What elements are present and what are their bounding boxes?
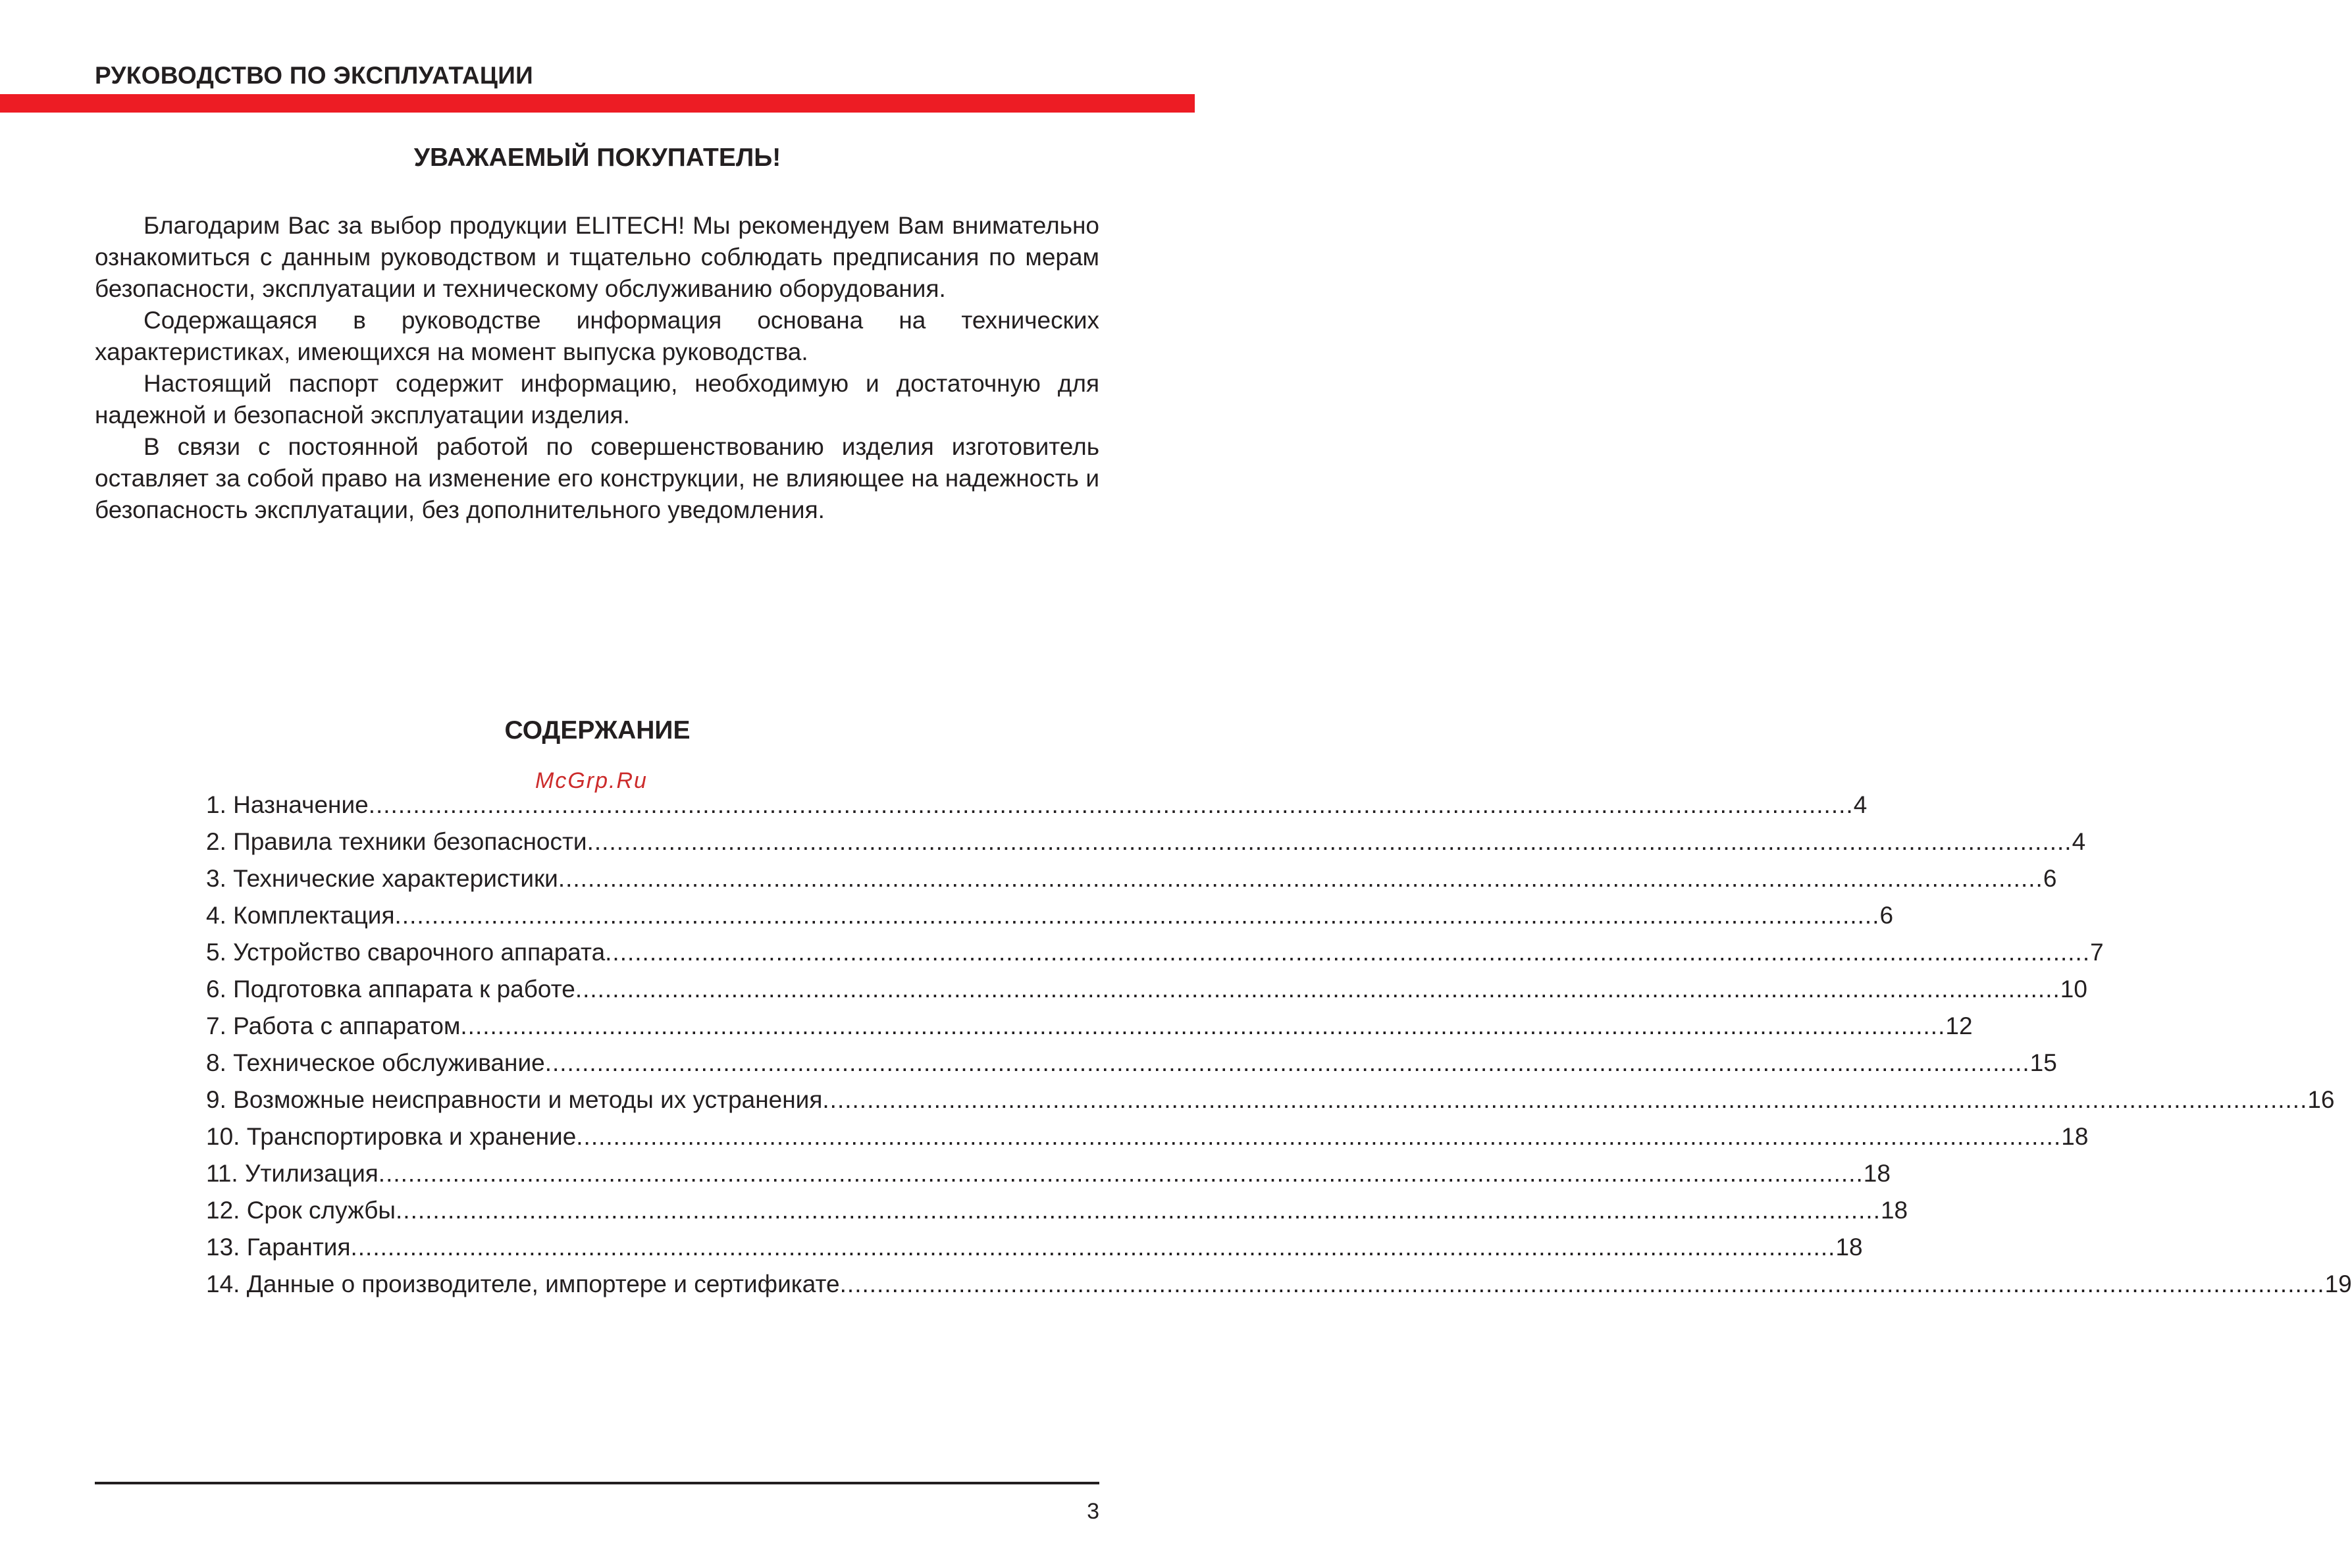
toc-entry-label: 8. Техническое обслуживание — [206, 1049, 545, 1076]
toc-entry[interactable] — [206, 860, 2057, 897]
toc-entry-page: 15 — [2029, 1049, 2057, 1076]
toc-entry-label: 7. Работа с аппаратом — [206, 1012, 461, 1039]
toc-leader-dots: ........................................................................................................................................................................................................ — [605, 939, 2091, 966]
toc-entry[interactable] — [206, 1192, 1908, 1229]
toc-entry-page: 6 — [2043, 865, 2057, 892]
toc-entry-label: 13. Гарантия — [206, 1234, 351, 1261]
toc-entry-page: 18 — [1835, 1234, 1863, 1261]
toc-entry[interactable] — [206, 823, 2086, 860]
toc-entry[interactable] — [206, 897, 1894, 934]
toc-entry[interactable] — [206, 971, 2087, 1008]
toc-title: СОДЕРЖАНИЕ — [504, 716, 691, 745]
toc-entry-label: 1. Назначение — [206, 791, 369, 818]
toc-leader-dots: ........................................................................................................................................................................................................ — [822, 1086, 2308, 1113]
toc-leader-dots: ........................................................................................................................................................................................................ — [460, 1012, 1946, 1039]
toc-entry-page: 10 — [2060, 976, 2087, 1003]
toc-entry-label: 6. Подготовка аппарата к работе — [206, 976, 575, 1003]
toc-leader-dots: ........................................................................................................................................................................................................ — [368, 791, 1854, 818]
toc-leader-dots: ........................................................................................................................................................................................................ — [575, 976, 2060, 1003]
toc-entry-label: 5. Устройство сварочного аппарата — [206, 939, 606, 966]
intro-paragraph: Настоящий паспорт содержит информацию, необходимую и достаточную для надежной и безопасной эксплуатации изделия. — [95, 370, 1099, 429]
toc-entry-page: 12 — [1945, 1012, 1973, 1039]
toc-leader-dots: ........................................................................................................................................................................................................ — [587, 828, 2072, 855]
toc-leader-dots: ........................................................................................................................................................................................................ — [394, 902, 1880, 929]
toc-entry-page: 4 — [2072, 828, 2086, 855]
toc-entry-page: 18 — [1880, 1197, 1908, 1224]
toc-entry-label: 3. Технические характеристики — [206, 865, 558, 892]
intro-paragraph: Содержащаяся в руководстве информация основана на технических характеристиках, имеющихся на момент выпуска руководства. — [95, 307, 1099, 365]
toc-entry-label: 12. Срок службы — [206, 1197, 396, 1224]
toc-entry[interactable] — [206, 1229, 1863, 1266]
toc-entry-page: 19 — [2324, 1270, 2352, 1297]
toc-leader-dots: ........................................................................................................................................................................................................ — [396, 1197, 1881, 1224]
toc-entry[interactable] — [206, 1045, 2057, 1082]
toc-entry-label: 10. Транспортировка и хранение — [206, 1123, 577, 1150]
document-header-title: РУКОВОДСТВО ПО ЭКСПЛУАТАЦИИ — [95, 62, 534, 89]
toc-entry-page: 18 — [1863, 1160, 1891, 1187]
toc-entry-label: 2. Правила техники безопасности — [206, 828, 587, 855]
intro-paragraph: В связи с постоянной работой по совершенствованию изделия изготовитель оставляет за собой право на изменение его конструкции, не влияющее на надежность и безопасность эксплуатации, без дополнительного уведомления. — [95, 433, 1099, 523]
toc-leader-dots: ........................................................................................................................................................................................................ — [378, 1160, 1864, 1187]
toc-leader-dots: ........................................................................................................................................................................................................ — [576, 1123, 2062, 1150]
page-number: 3 — [1087, 1499, 1099, 1524]
intro-text — [95, 210, 1099, 526]
toc-entry[interactable] — [206, 934, 2104, 971]
toc-entry-label: 11. Утилизация — [206, 1160, 379, 1187]
toc-entry-page: 7 — [2090, 939, 2104, 966]
toc-entry[interactable] — [206, 787, 1868, 823]
intro-paragraph: Благодарим Вас за выбор продукции ELITECH! Мы рекомендуем Вам внимательно ознакомиться с данным руководством и тщательно соблюдать предписания по мерам безопасности, эксплуатации и техническому обслуживанию оборудования. — [95, 212, 1099, 302]
greeting-title: УВАЖАЕМЫЙ ПОКУПАТЕЛЬ! — [413, 144, 781, 172]
toc-entry-page: 18 — [2061, 1123, 2089, 1150]
header-red-bar — [0, 94, 1195, 113]
table-of-contents — [206, 787, 2352, 1303]
toc-entry-label: 4. Комплектация — [206, 902, 395, 929]
watermark-text: McGrp.Ru — [535, 768, 648, 793]
toc-leader-dots: ........................................................................................................................................................................................................ — [544, 1049, 2030, 1076]
toc-leader-dots: ........................................................................................................................................................................................................ — [558, 865, 2043, 892]
toc-entry[interactable] — [206, 1118, 2089, 1155]
footer-rule — [95, 1482, 1099, 1484]
toc-entry-page: 16 — [2307, 1086, 2335, 1113]
toc-leader-dots: ........................................................................................................................................................................................................ — [350, 1234, 1836, 1261]
toc-entry-page: 4 — [1853, 791, 1868, 818]
toc-entry[interactable] — [206, 1266, 2352, 1303]
toc-entry[interactable] — [206, 1155, 1891, 1192]
toc-entry-label: 9. Возможные неисправности и методы их устранения — [206, 1086, 823, 1113]
toc-entry-page: 6 — [1879, 902, 1894, 929]
toc-leader-dots: ........................................................................................................................................................................................................ — [839, 1270, 2325, 1297]
toc-entry-label: 14. Данные о производителе, импортере и сертификате — [206, 1270, 840, 1297]
toc-entry[interactable] — [206, 1008, 1973, 1045]
toc-entry[interactable] — [206, 1082, 2335, 1118]
